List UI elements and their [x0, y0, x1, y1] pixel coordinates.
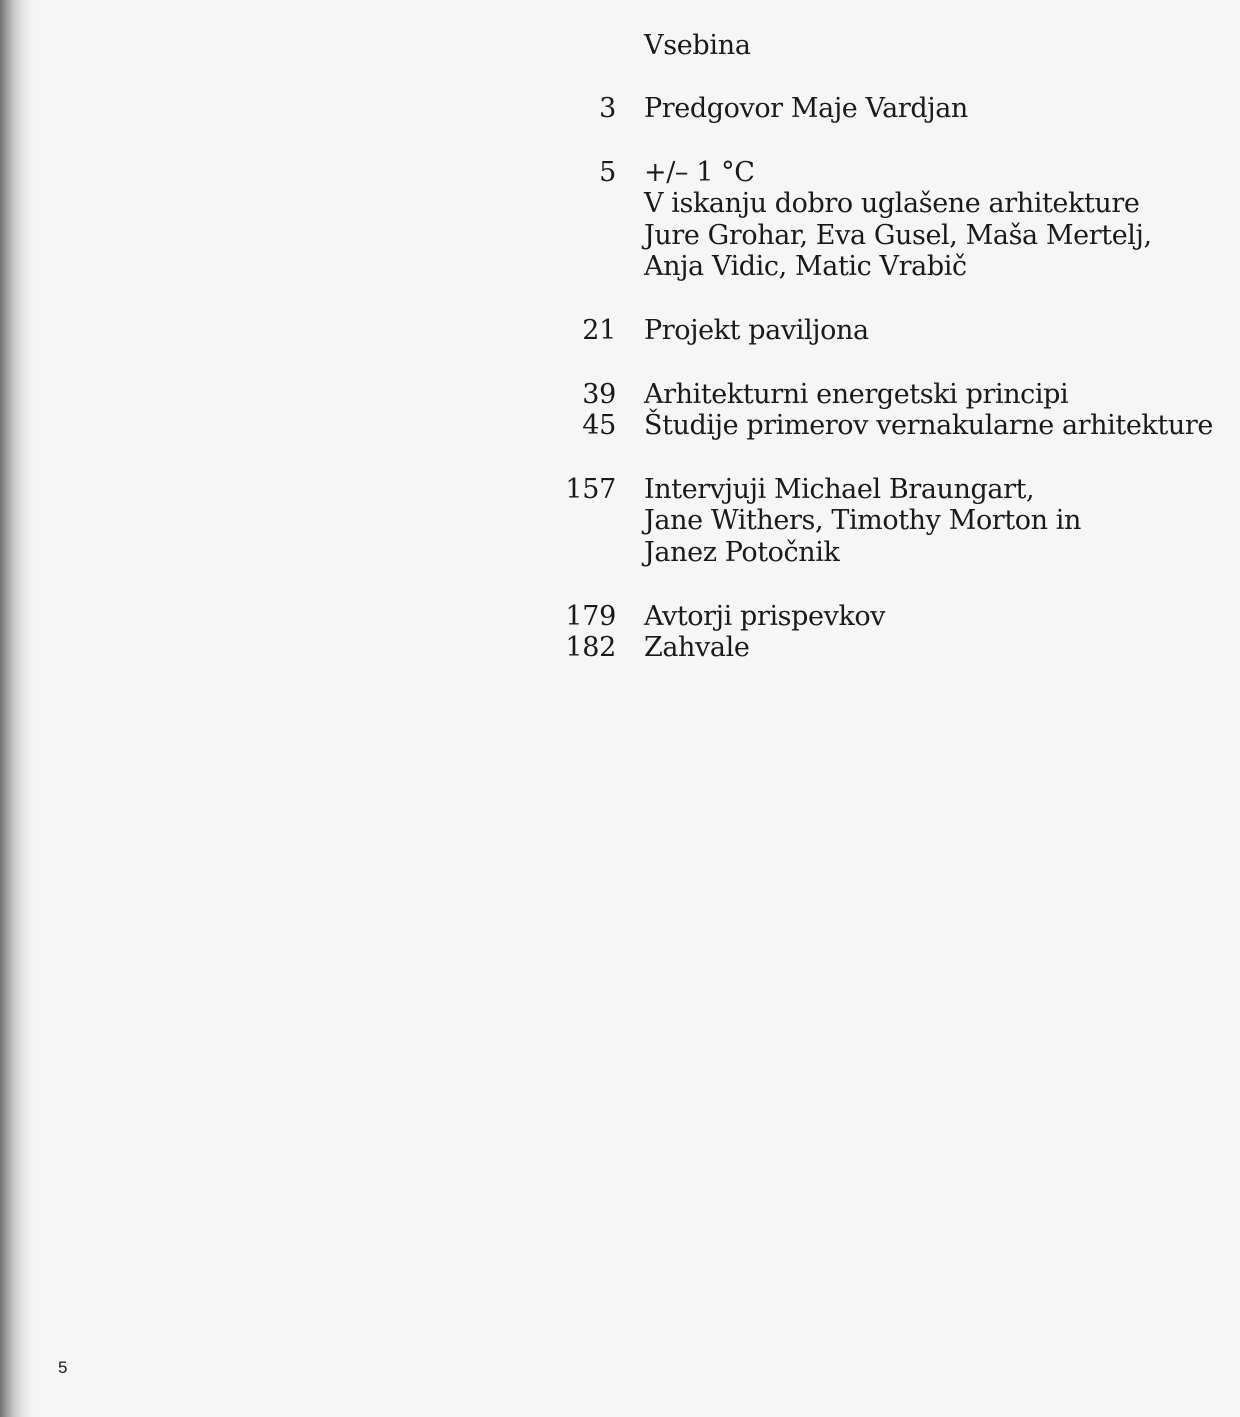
toc-page-number: 5 — [599, 156, 616, 188]
toc-entry-title: Arhitekturni energetski principi — [644, 378, 1069, 410]
toc-entry-text — [644, 379, 1068, 411]
toc-entry-text — [644, 93, 968, 125]
toc-entry-energy-principles — [540, 379, 1230, 411]
toc-entry-authors: Jure Grohar, Eva Gusel, Maša Mertelj, — [644, 219, 1152, 251]
toc-entry-title: Zahvale — [644, 632, 750, 664]
toc-entry-text — [644, 601, 885, 633]
toc-entry-title: Projekt paviljona — [644, 314, 869, 346]
toc-entry-authors: Anja Vidic, Matic Vrabič — [644, 251, 967, 283]
toc-entry-text — [644, 157, 1152, 283]
toc-page-number: 157 — [565, 473, 616, 505]
toc-entry-essay — [540, 157, 1230, 283]
table-of-contents — [540, 93, 1230, 664]
toc-page-number: 39 — [582, 378, 616, 410]
toc-entry-title: Študije primerov vernakularne arhitekture — [644, 410, 1213, 442]
toc-entry-pavilion-project — [540, 315, 1230, 347]
toc-entry-case-studies — [540, 410, 1230, 442]
toc-heading: Vsebina — [644, 30, 751, 61]
toc-page-number: 179 — [565, 600, 616, 632]
toc-entry-text — [644, 474, 1081, 569]
toc-entry-title: Intervjuji Michael Braungart, — [644, 473, 1035, 505]
toc-entry-title: Jane Withers, Timothy Morton in — [644, 505, 1082, 537]
toc-entry-contributors — [540, 601, 1230, 633]
toc-entry-foreword — [540, 93, 1230, 125]
toc-entry-title: Janez Potočnik — [644, 536, 840, 568]
toc-entry-subtitle: V iskanju dobro uglašene arhitekture — [644, 188, 1140, 220]
toc-page-number: 182 — [565, 632, 616, 664]
toc-page-number: 21 — [582, 314, 616, 346]
toc-page-number: 3 — [599, 93, 616, 124]
toc-page-number: 45 — [582, 410, 616, 442]
toc-entry-text — [644, 410, 1213, 442]
toc-entry-title: Predgovor Maje Vardjan — [644, 93, 968, 124]
page-number: 5 — [58, 1358, 68, 1377]
toc-entry-title: Avtorji prispevkov — [644, 600, 886, 632]
toc-entry-interviews — [540, 474, 1230, 569]
toc-entry-title: +/– 1 °C — [644, 156, 755, 188]
toc-entry-text — [644, 632, 749, 664]
book-gutter-shadow — [0, 0, 34, 1417]
toc-entry-text — [644, 315, 869, 347]
toc-entry-acknowledgements — [540, 632, 1230, 664]
